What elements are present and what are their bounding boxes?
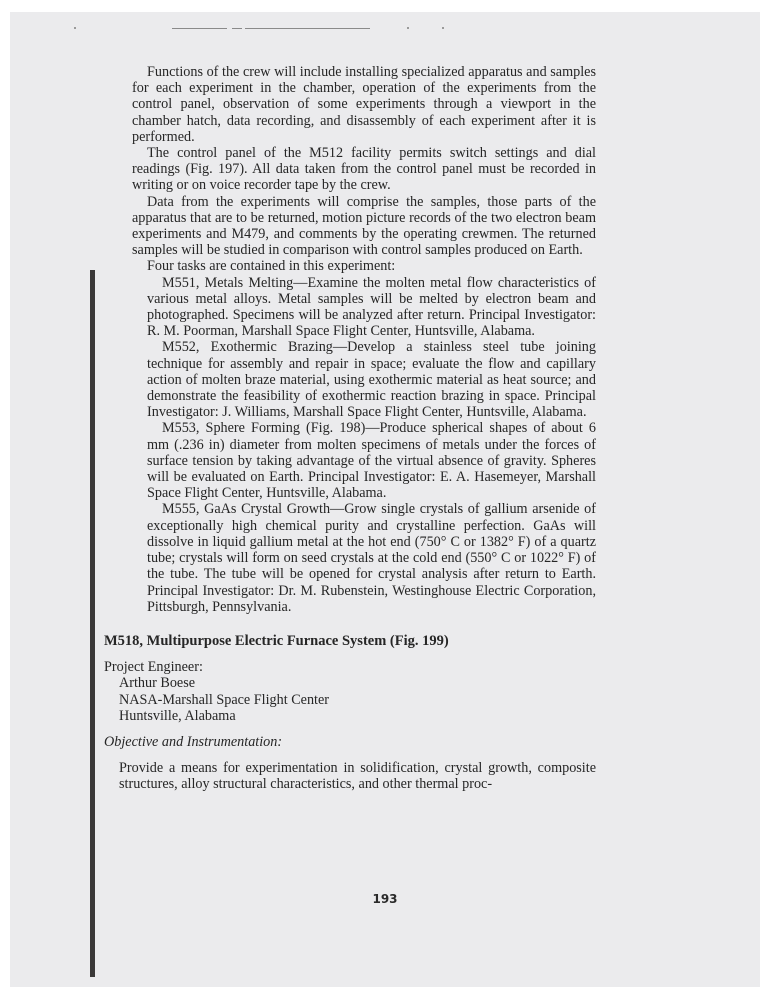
binding-edge-line: [90, 270, 95, 977]
task-item: M555, GaAs Crystal Growth—Grow single crystals of gallium arsenide of exceptionally high chemical purity and crystalline perfection. GaAs will dissolve in liquid gallium metal at the hot end (750° C or 1382° F) of a quartz tube; crystals will form on seed crystals at the cold end (550° C or 1022° F) of the tube. The tube will be opened for crystal analysis after return to Earth. Principal Investigator: Dr. M. Rubenstein, Westinghouse Electric Corporation, Pittsburgh, Pennsylvania.: [147, 501, 596, 615]
scan-artifact-dot: [442, 27, 444, 29]
page-number: 193: [372, 892, 398, 906]
engineer-location: Huntsville, Alabama: [119, 707, 236, 724]
paragraph: Functions of the crew will include installing specialized apparatus and samples for each experiment in the chamber, operation of the experiments from the control panel, observation of some experiments through a viewport in the chamber hatch, data recording, and disassembly of each experiment after it is performed.: [132, 64, 596, 145]
project-engineer-label: Project Engineer:: [104, 659, 203, 676]
project-engineer-block: [104, 659, 596, 724]
objective-heading: Objective and Instrumentation:: [104, 733, 283, 750]
section-heading: M518, Multipurpose Electric Furnace System (Fig. 199): [104, 632, 449, 649]
task-item: M551, Metals Melting—Examine the molten metal flow characteristics of various metal alloys. Metal samples will be melted by electron beam and photographed. Specimens will be analyzed after return. Principal Investigator: R. M. Poorman, Marshall Space Flight Center, Huntsville, Alabama.: [147, 274, 596, 340]
body-text: [104, 64, 596, 793]
scan-artifact-line: [172, 28, 227, 29]
objective-text: Provide a means for experimentation in solidification, crystal growth, composite structures, alloy structural characteristics, and other thermal proc-: [119, 760, 596, 793]
task-item: M553, Sphere Forming (Fig. 198)—Produce spherical shapes of about 6 mm (.236 in) diameter from molten specimens of metals under the forces of surface tension by taking advantage of the virtual absence of gravity. Spheres will be evaluated on Earth. Principal Investigator: E. A. Hasemeyer, Marshall Space Flight Center, Huntsville, Alabama.: [147, 420, 596, 502]
paragraph: The control panel of the M512 facility permits switch settings and dial readings (Fig. 197). All data taken from the control panel must be recorded in writing or on voice recorder tape by the crew.: [132, 145, 596, 194]
scan-artifact-line: [245, 28, 370, 29]
scan-artifact-dot: [407, 27, 409, 29]
paragraph: Four tasks are contained in this experiment:: [147, 258, 396, 275]
paragraph: Data from the experiments will comprise the samples, those parts of the apparatus that are to be returned, motion picture records of the two electron beam experiments and M479, and comments by the operating crewmen. The returned samples will be studied in comparison with control samples produced on Earth.: [132, 193, 596, 259]
scan-artifact-dot: [74, 27, 76, 29]
scan-artifact-line: [232, 28, 242, 29]
engineer-organization: NASA-Marshall Space Flight Center: [119, 691, 330, 708]
task-item: M552, Exothermic Brazing—Develop a stainless steel tube joining technique for assembly and repair in space; evaluate the flow and capillary action of molten braze material, using exothermic material as heat source; and demonstrate the feasibility of exothermic reaction brazing in space. Principal Investigator: J. Williams, Marshall Space Flight Center, Huntsville, Alabama.: [147, 339, 596, 421]
engineer-name: Arthur Boese: [119, 675, 196, 692]
